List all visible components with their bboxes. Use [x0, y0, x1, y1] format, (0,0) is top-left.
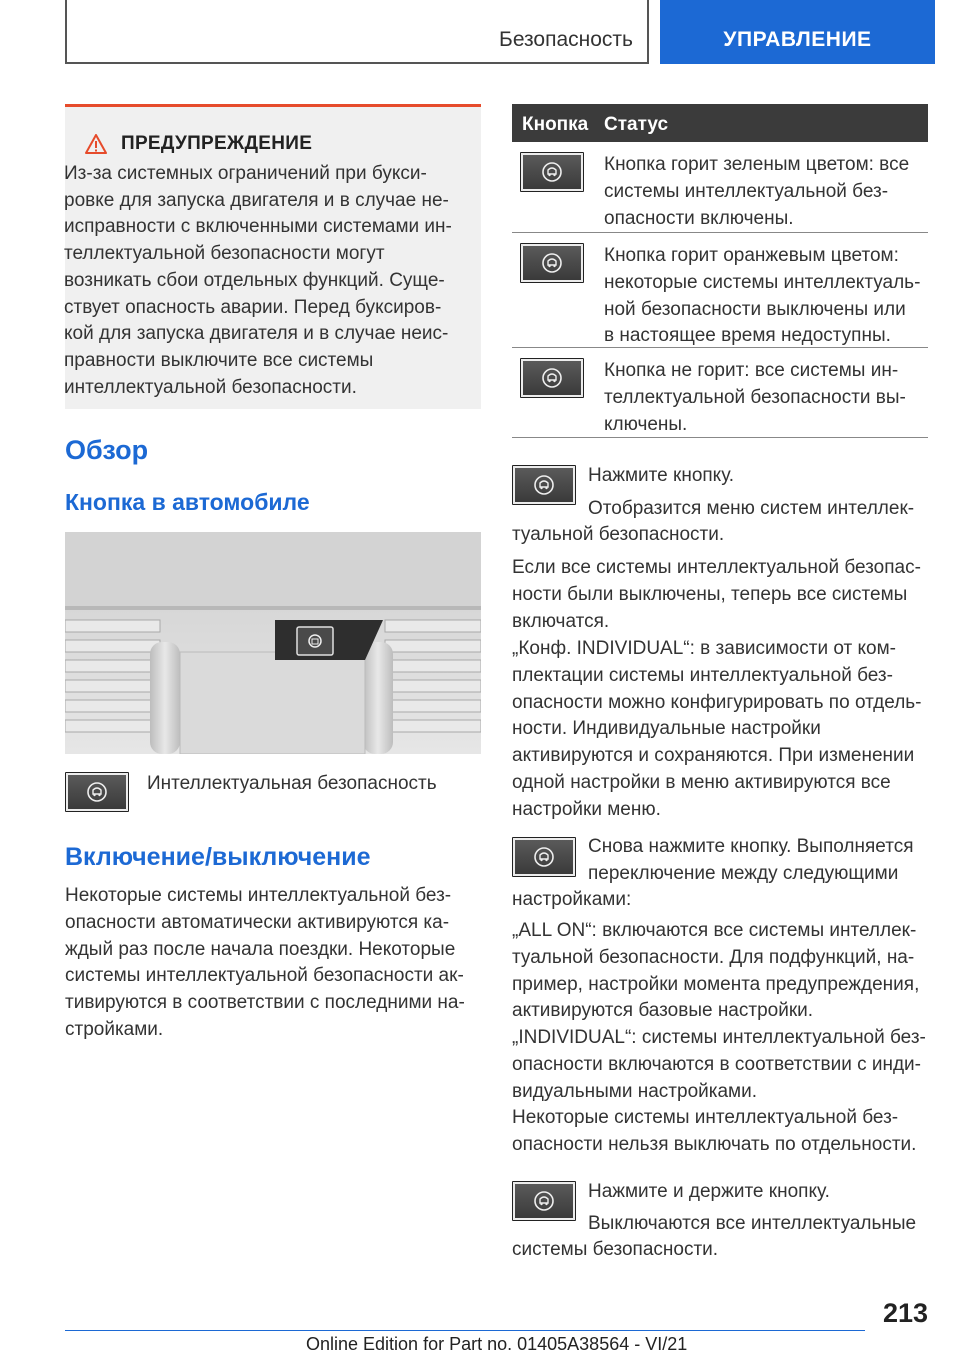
text-line: туальной безопасности. Для подфункций, на-	[512, 946, 915, 968]
edition-text: Online Edition for Part no. 01405A38564 - VI/21	[306, 1334, 688, 1354]
row-status-text	[604, 243, 928, 350]
button-off-icon	[520, 358, 584, 398]
text-line: ждый раз после начала поездки. Некоторые	[65, 938, 456, 960]
car-shield-icon	[86, 781, 108, 803]
intelligent-safety-button-icon	[65, 772, 129, 812]
step2-button-icon	[512, 837, 576, 877]
col-button-header: Кнопка	[522, 114, 589, 135]
dashboard-button-photo	[65, 532, 481, 754]
step3-button-icon	[512, 1181, 576, 1221]
text-line: „Конф. INDIVIDUAL“: в зависимости от ком-	[512, 638, 896, 659]
warning-line: возникать сбои отдельных функций. Суще-	[64, 269, 445, 291]
step1-button-icon	[512, 465, 576, 505]
table-row	[512, 142, 928, 233]
warning-title-text: ПРЕДУПРЕЖДЕНИЕ	[121, 133, 313, 154]
overview-heading: Обзор	[65, 435, 149, 465]
step2-paragraph-3	[512, 1025, 928, 1105]
text-line: ности. Индивидуальные настройки	[512, 718, 821, 740]
text-line: теллектуальной безопасности вы-	[604, 386, 906, 408]
button-green-icon	[520, 152, 584, 192]
text-line: ности были выключены, теперь все системы	[512, 583, 908, 605]
text-line: „ALL ON“: включаются все системы интеллек-	[512, 920, 917, 941]
button-in-car-heading: Кнопка в автомобиле	[65, 489, 310, 515]
header-section-box	[65, 0, 649, 64]
text-line: опасности нельзя выключать по отдельности.	[512, 1133, 917, 1155]
text-line: пример, настройки момента предупреждения,	[512, 973, 920, 995]
step3-line: Выключаются все интеллектуальные	[588, 1213, 917, 1234]
onoff-paragraph	[65, 883, 481, 1044]
text-line: Некоторые системы интеллектуальной без-	[65, 885, 452, 906]
text-line: ключены.	[604, 413, 688, 435]
warning-line: теллектуальной безопасности могут	[64, 243, 385, 265]
onoff-heading: Включение/выключение	[65, 843, 371, 871]
text-line: системы интеллектуальной без-	[604, 180, 889, 202]
table-row	[512, 233, 928, 348]
warning-line: интеллектуальной безопасности.	[64, 376, 357, 398]
col-status-header: Статус	[604, 114, 669, 135]
text-line: Кнопка горит зеленым цветом: все	[604, 154, 910, 175]
button-orange-icon	[520, 243, 584, 283]
warning-triangle-icon	[85, 134, 107, 154]
dashboard-illustration	[65, 532, 481, 754]
text-line: опасности можно конфигурировать по отдель-	[512, 691, 922, 713]
header-chapter-tab[interactable]: УПРАВЛЕНИЕ	[660, 0, 935, 64]
text-line: опасности включаются в соответствии с инди-	[512, 1053, 921, 1075]
text-line: Некоторые системы интеллектуальной без-	[512, 1107, 899, 1128]
step3-action: Нажмите и держите кнопку.	[588, 1181, 830, 1202]
text-line: ной безопасности выключены или	[604, 298, 906, 320]
text-line: одной настройки в меню активируются все	[512, 771, 891, 793]
warning-line: кой для запуска двигателя и в случае неис-	[64, 323, 449, 345]
step1-paragraph-2	[512, 555, 928, 635]
text-line: активируются и сохраняются. При изменении	[512, 745, 915, 767]
step2-cont: настройками:	[512, 889, 632, 910]
text-line: активируются базовые настройки.	[512, 1000, 814, 1022]
header-section-title: Безопасность	[499, 28, 633, 51]
text-line: настройки меню.	[512, 798, 661, 820]
step1-line: туальной безопасности.	[512, 524, 725, 545]
warning-line: правности выключите все системы	[64, 349, 374, 371]
text-line: включатся.	[512, 610, 610, 632]
row-status-text	[604, 152, 928, 232]
text-line: Кнопка не горит: все системы ин-	[604, 360, 899, 381]
step1-line: Отобразится меню систем интеллек-	[588, 498, 915, 519]
button-caption: Интеллектуальная безопасность	[147, 773, 437, 794]
warning-box	[65, 104, 481, 409]
warning-line: исправности с включенными системами ин-	[64, 216, 452, 238]
text-line: Если все системы интеллектуальной безопас-	[512, 557, 921, 578]
table-row	[512, 348, 928, 438]
text-line: некоторые системы интеллектуаль-	[604, 271, 921, 293]
status-table-header	[512, 104, 928, 142]
footer-divider	[65, 1330, 865, 1331]
warning-text	[64, 161, 465, 401]
text-line: стройками.	[65, 1018, 164, 1040]
text-line: плектации системы интеллектуальной без-	[512, 664, 893, 686]
page-number: 213	[882, 1298, 928, 1328]
text-line: „INDIVIDUAL“: системы интеллектуальной без-	[512, 1027, 926, 1048]
text-line: Кнопка горит оранжевым цветом:	[604, 245, 899, 266]
warning-line: ровке для запуска двигателя и в случае не-	[64, 189, 449, 211]
text-line: в настоящее время недоступны.	[604, 325, 891, 347]
text-line: опасности включены.	[604, 207, 794, 229]
step2-paragraph-4	[512, 1105, 928, 1159]
text-line: переключение между следующими	[588, 862, 899, 884]
text-line: Снова нажмите кнопку. Выполняется	[588, 836, 914, 857]
warning-title	[65, 133, 465, 155]
step1-paragraph-3	[512, 636, 928, 824]
text-line: опасности автоматически активируются ка-	[65, 911, 450, 933]
text-line: видуальными настройками.	[512, 1080, 757, 1102]
step1-action: Нажмите кнопку.	[588, 465, 735, 486]
text-line: системы интеллектуальной безопасности ак-	[65, 965, 464, 987]
step3-line: системы безопасности.	[512, 1239, 719, 1260]
step2-paragraph-2	[512, 918, 928, 1025]
warning-line: ствует опасность аварии. Перед буксиров-	[64, 296, 442, 318]
step2-lines	[588, 834, 913, 888]
warning-line: Из-за системных ограничений при букси-	[64, 163, 427, 184]
text-line: тивируются в соответствии с последними на-	[65, 992, 465, 1014]
row-status-text	[604, 358, 928, 438]
